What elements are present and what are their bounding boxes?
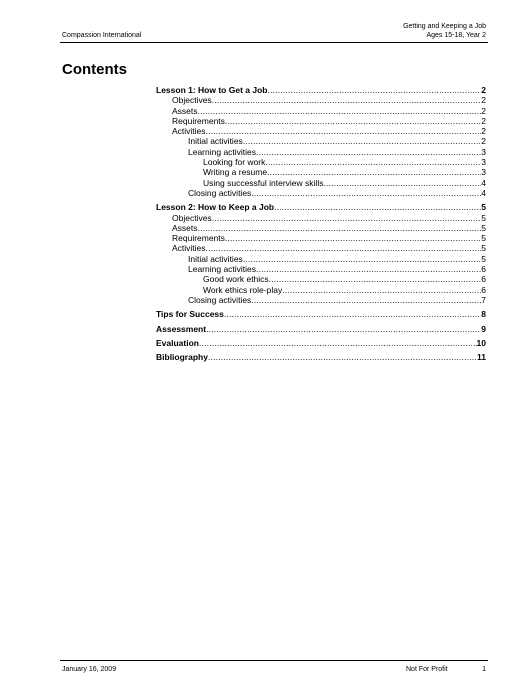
toc-dot-leader [256,264,481,274]
toc-entry[interactable] [156,338,486,348]
toc-dot-leader [267,85,481,95]
toc-entry-label: Looking for work [203,157,266,168]
toc-entry-label: Objectives [172,212,212,223]
toc-entry[interactable] [156,309,486,319]
toc-dot-leader [206,243,482,253]
toc-entry[interactable] [156,274,486,284]
page-header [60,22,488,43]
toc-entry-page: 6 [481,264,486,275]
toc-entry[interactable] [156,295,486,305]
toc-dot-leader [256,147,481,157]
toc-entry[interactable] [156,147,486,157]
toc-dot-leader [206,324,481,334]
toc-entry-label: Assessment [156,323,207,334]
toc-entry[interactable] [156,116,486,126]
header-org: Compassion International [62,32,142,39]
toc-dot-leader [323,178,481,188]
toc-entry[interactable] [156,95,486,105]
page-footer [60,660,488,673]
toc-entry[interactable] [156,136,486,146]
toc-dot-leader [251,188,481,198]
toc-entry-label: Activities [172,126,206,137]
toc-entry-label: Objectives [172,95,212,106]
toc-entry[interactable] [156,264,486,274]
toc-dot-leader [265,157,481,167]
toc-entry[interactable] [156,106,486,116]
toc-entry[interactable] [156,254,486,264]
toc-entry[interactable] [156,167,486,177]
toc-dot-leader [267,167,481,177]
toc-entry-page: 5 [481,233,486,244]
toc-entry[interactable] [156,202,486,212]
toc-entry[interactable] [156,213,486,223]
toc-entry-label: Lesson 2: How to Keep a Job [156,202,275,213]
toc-entry-page: 3 [481,146,486,157]
toc-dot-leader [251,295,481,305]
toc-entry-page: 4 [481,187,486,198]
toc-entry-page: 10 [476,337,486,348]
toc-entry-page: 2 [481,126,486,137]
toc-entry-page: 2 [481,115,486,126]
toc-dot-leader [243,254,481,264]
toc-entry-label: Learning activities [188,146,257,157]
toc-dot-leader [282,285,481,295]
toc-entry-label: Bibliography [156,352,208,363]
toc-dot-leader [199,338,477,348]
toc-entry-page: 5 [481,212,486,223]
toc-entry-label: Initial activities [188,136,243,147]
toc-entry-page: 4 [481,177,486,188]
toc-dot-leader [274,202,481,212]
toc-entry-label: Evaluation [156,337,199,348]
toc-entry[interactable] [156,188,486,198]
toc-entry-label: Initial activities [188,253,243,264]
toc-entry-page: 3 [481,167,486,178]
toc-entry-label: Activities [172,243,206,254]
toc-entry-page: 5 [481,202,486,213]
toc-entry-page: 2 [481,136,486,147]
toc-entry[interactable] [156,233,486,243]
toc-dot-leader [212,95,482,105]
toc-dot-leader [206,126,482,136]
footer-notice: Not For Profit [406,666,448,673]
toc-entry-label: Work ethics role-play [203,284,283,295]
toc-dot-leader [225,233,481,243]
toc-dot-leader [225,116,481,126]
header-audience: Ages 15-18, Year 2 [426,32,486,39]
toc-entry-page: 5 [481,243,486,254]
toc-entry-page: 6 [481,274,486,285]
toc-entry-page: 2 [481,105,486,116]
toc-dot-leader [198,106,482,116]
toc-entry-label: Good work ethics [203,274,269,285]
toc-entry[interactable] [156,178,486,188]
toc-entry-page: 9 [481,323,486,334]
header-doc-title: Getting and Keeping a Job [403,23,486,30]
toc-entry-label: Closing activities [188,187,252,198]
toc-entry-page: 8 [481,309,486,320]
toc-entry[interactable] [156,223,486,233]
toc-entry-page: 6 [481,284,486,295]
toc-entry-page: 3 [481,157,486,168]
table-of-contents [156,85,486,362]
toc-entry[interactable] [156,352,486,362]
toc-entry-label: Assets [172,105,198,116]
toc-entry-label: Closing activities [188,294,252,305]
toc-entry-label: Using successful interview skills [203,177,324,188]
page-title: Contents [62,61,127,78]
toc-entry-label: Assets [172,222,198,233]
toc-entry-page: 5 [481,222,486,233]
toc-entry-label: Tips for Success [156,309,224,320]
footer-page-number: 1 [482,666,486,673]
toc-dot-leader [212,213,482,223]
toc-entry[interactable] [156,157,486,167]
toc-dot-leader [269,274,482,284]
footer-date: January 16, 2009 [62,666,117,673]
toc-entry-label: Lesson 1: How to Get a Job [156,85,268,95]
toc-entry[interactable] [156,243,486,253]
toc-entry-page: 7 [481,294,486,305]
toc-dot-leader [224,309,481,319]
toc-entry[interactable] [156,85,486,95]
toc-entry-page: 2 [481,95,486,106]
toc-dot-leader [198,223,482,233]
toc-entry-page: 2 [481,85,486,95]
toc-entry-label: Requirements [172,115,225,126]
toc-entry[interactable] [156,324,486,334]
header-doc-info [403,22,486,40]
toc-entry-label: Learning activities [188,264,257,275]
toc-entry-label: Writing a resume [203,167,268,178]
toc-entry-label: Requirements [172,233,225,244]
toc-entry[interactable] [156,126,486,136]
toc-entry[interactable] [156,285,486,295]
toc-dot-leader [208,352,477,362]
toc-entry-page: 5 [481,253,486,264]
toc-dot-leader [243,136,481,146]
toc-entry-page: 11 [477,352,486,363]
